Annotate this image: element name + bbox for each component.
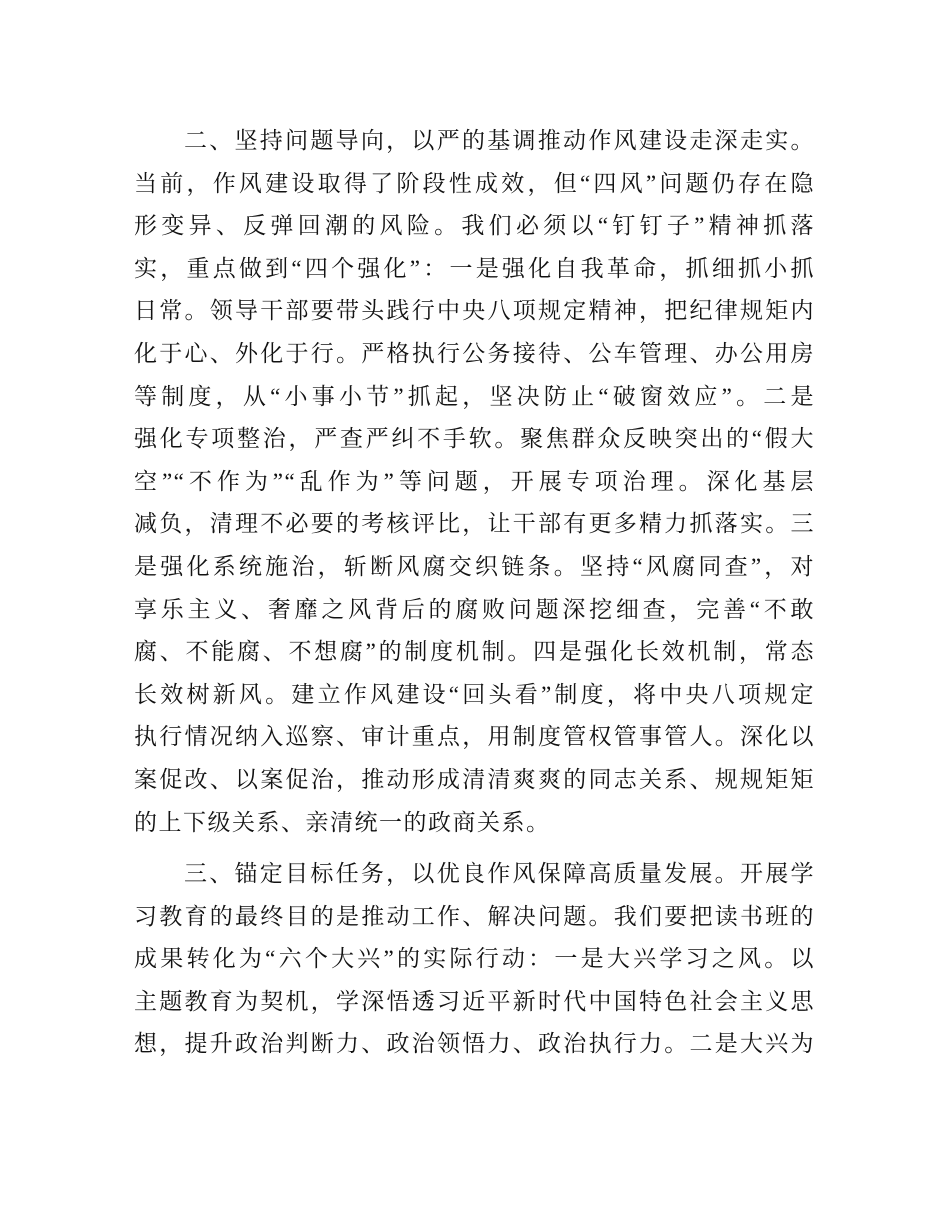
text-line: 实，重点做到“四个强化”：一是强化自我革命，抓细抓小抓 bbox=[134, 255, 815, 281]
text-line: 案促改、以案促治，推动形成清清爽爽的同志关系、规规矩矩 bbox=[134, 766, 815, 792]
text-line: 的上下级关系、亲清统一的政商关系。 bbox=[134, 809, 551, 835]
text-line: 主题教育为契机，学深悟透习近平新时代中国特色社会主义思 bbox=[134, 988, 815, 1014]
text-line: 二、坚持问题导向，以严的基调推动作风建设走深走实。 bbox=[184, 128, 815, 153]
text-line: 习教育的最终目的是推动工作、解决问题。我们要把读书班的 bbox=[134, 903, 815, 929]
paragraph-section-3 bbox=[134, 853, 815, 1066]
text-line: 减负，清理不必要的考核评比，让干部有更多精力抓落实。三 bbox=[134, 511, 815, 537]
text-line: 成果转化为“六个大兴”的实际行动：一是大兴学习之风。以 bbox=[134, 946, 815, 972]
text-line: 空”“不作为”“乱作为”等问题，开展专项治理。深化基层 bbox=[134, 468, 815, 494]
text-line: 是强化系统施治，斩断风腐交织链条。坚持“风腐同查”，对 bbox=[134, 553, 815, 579]
document-body bbox=[134, 120, 815, 1066]
text-line: 当前，作风建设取得了阶段性成效，但“四风”问题仍存在隐 bbox=[134, 170, 815, 196]
text-line: 化于心、外化于行。严格执行公务接待、公车管理、办公用房 bbox=[134, 340, 815, 366]
text-line: 长效树新风。建立作风建设“回头看”制度，将中央八项规定 bbox=[134, 681, 815, 707]
text-line: 想，提升政治判断力、政治领悟力、政治执行力。二是大兴为 bbox=[134, 1031, 815, 1057]
text-line: 形变异、反弹回潮的风险。我们必须以“钉钉子”精神抓落 bbox=[134, 213, 815, 239]
text-line: 等制度，从“小事小节”抓起，坚决防止“破窗效应”。二是 bbox=[134, 383, 815, 409]
text-line: 日常。领导干部要带头践行中央八项规定精神，把纪律规矩内 bbox=[134, 298, 815, 324]
text-line: 执行情况纳入巡察、审计重点，用制度管权管事管人。深化以 bbox=[134, 724, 815, 750]
text-line: 三、锚定目标任务，以优良作风保障高质量发展。开展学 bbox=[184, 861, 815, 887]
text-line: 腐、不能腐、不想腐”的制度机制。四是强化长效机制，常态 bbox=[134, 639, 815, 665]
paragraph-section-2 bbox=[134, 120, 815, 844]
text-line: 强化专项整治，严查严纠不手软。聚焦群众反映突出的“假大 bbox=[134, 426, 815, 452]
text-line: 享乐主义、奢靡之风背后的腐败问题深挖细查，完善“不敢 bbox=[134, 596, 815, 622]
